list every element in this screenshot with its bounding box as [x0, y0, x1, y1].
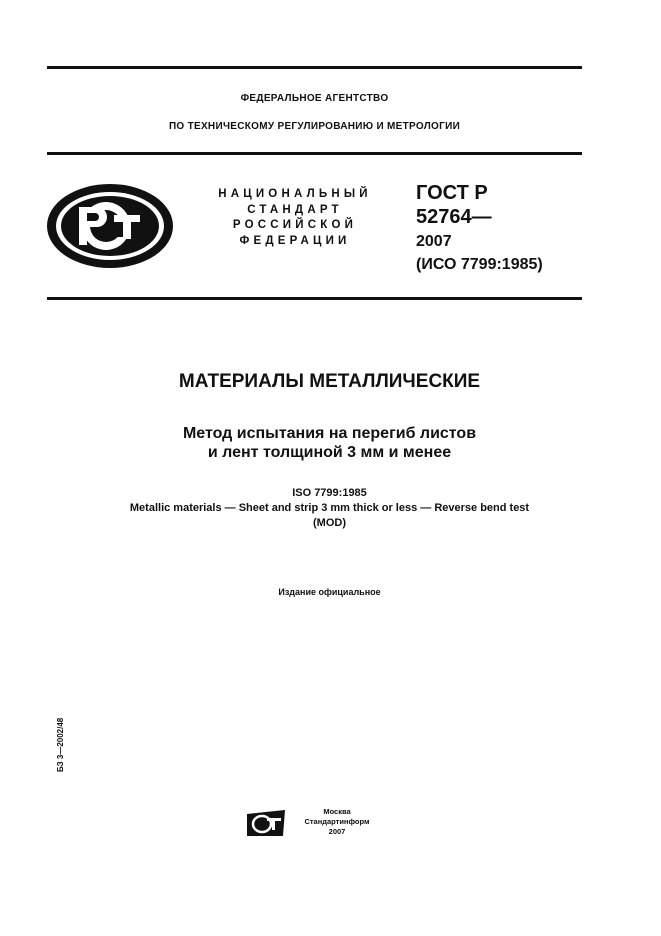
iso-title: Metallic materials — Sheet and strip 3 mm thick or less — Reverse bend test [129, 502, 530, 514]
edition-label: Издание официальное [278, 587, 381, 597]
top-rule [47, 66, 582, 69]
national-standard-label [200, 187, 390, 249]
bottom-rule [47, 297, 582, 300]
iso-mod: (MOD) [313, 517, 346, 529]
document-title: МАТЕРИАЛЫ МЕТАЛЛИЧЕСКИЕ [178, 371, 481, 392]
publisher-name: Стандартинформ [304, 817, 370, 826]
subtitle-line-1: Метод испытания на перегиб листов [182, 425, 477, 442]
national-line: СТАНДАРТ [247, 203, 343, 216]
national-line: РОССИЙСКОЙ [232, 219, 358, 231]
gost-line-4: (ИСО 7799:1985) [416, 256, 543, 273]
national-line: НАЦИОНАЛЬНЫЙ [218, 188, 372, 200]
side-note: БЗ 3—2002/48 [56, 717, 65, 772]
iso-reference: ISO 7799:1985 [292, 487, 367, 499]
middle-rule [47, 152, 582, 155]
agency-line-2: ПО ТЕХНИЧЕСКОМУ РЕГУЛИРОВАНИЮ И МЕТРОЛОГИИ [168, 121, 461, 132]
gost-line-1: ГОСТ Р [416, 182, 488, 204]
standartinform-logo-icon [245, 808, 287, 838]
rst-certification-mark-icon [46, 183, 174, 269]
gost-line-3: 2007 [416, 233, 452, 250]
iso-reference-block [47, 486, 612, 531]
publisher-year: 2007 [328, 827, 346, 836]
publisher-city: Москва [323, 807, 351, 816]
gost-line-2: 52764— [416, 206, 492, 228]
subtitle-line-2: и лент толщиной 3 мм и менее [207, 444, 452, 461]
document-subtitle [47, 424, 612, 462]
national-line: ФЕДЕРАЦИИ [239, 234, 351, 247]
publisher-info [292, 807, 382, 837]
agency-line-1: ФЕДЕРАЛЬНОЕ АГЕНТСТВО [240, 93, 389, 104]
gost-designation [416, 181, 543, 277]
